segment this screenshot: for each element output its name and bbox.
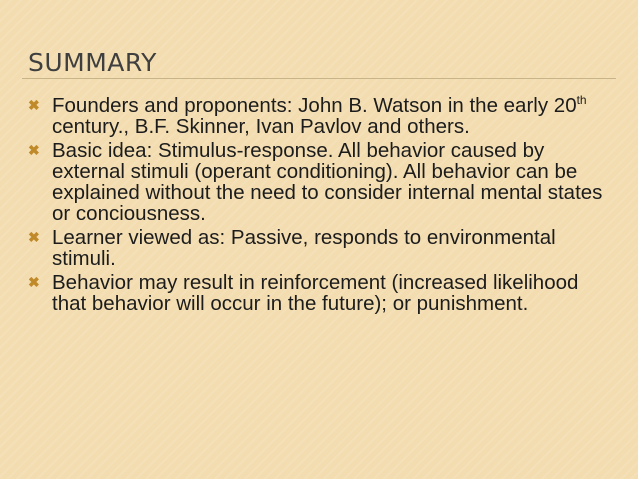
bullet-text: Founders and proponents: John B. Watson in the early 20: [52, 94, 577, 117]
bullet-item-learner: [28, 227, 618, 269]
bullet-text: Basic idea: Stimulus-response. All behavior caused by external stimuli (operant conditioning). All behavior can be explained without the need to consider internal mental states or conciousness.: [52, 139, 603, 225]
bullet-list: [28, 95, 618, 317]
x-bullet-icon: ✖: [28, 229, 40, 245]
bullet-item-behavior: [28, 272, 618, 314]
slide-title: SUMMARY: [28, 48, 157, 77]
superscript-text: th: [576, 93, 587, 108]
bullet-text: Learner viewed as: Passive, responds to environmental stimuli.: [52, 226, 556, 270]
title-divider: [22, 78, 616, 79]
x-bullet-icon: ✖: [28, 142, 40, 158]
bullet-item-founders: [28, 95, 618, 137]
bullet-text: century., B.F. Skinner, Ivan Pavlov and others.: [52, 115, 470, 138]
x-bullet-icon: ✖: [28, 274, 40, 290]
bullet-item-basic-idea: [28, 140, 618, 224]
bullet-text: Behavior may result in reinforcement (increased likelihood that behavior will occur in the future); or punishment.: [52, 271, 579, 315]
x-bullet-icon: ✖: [28, 97, 40, 113]
